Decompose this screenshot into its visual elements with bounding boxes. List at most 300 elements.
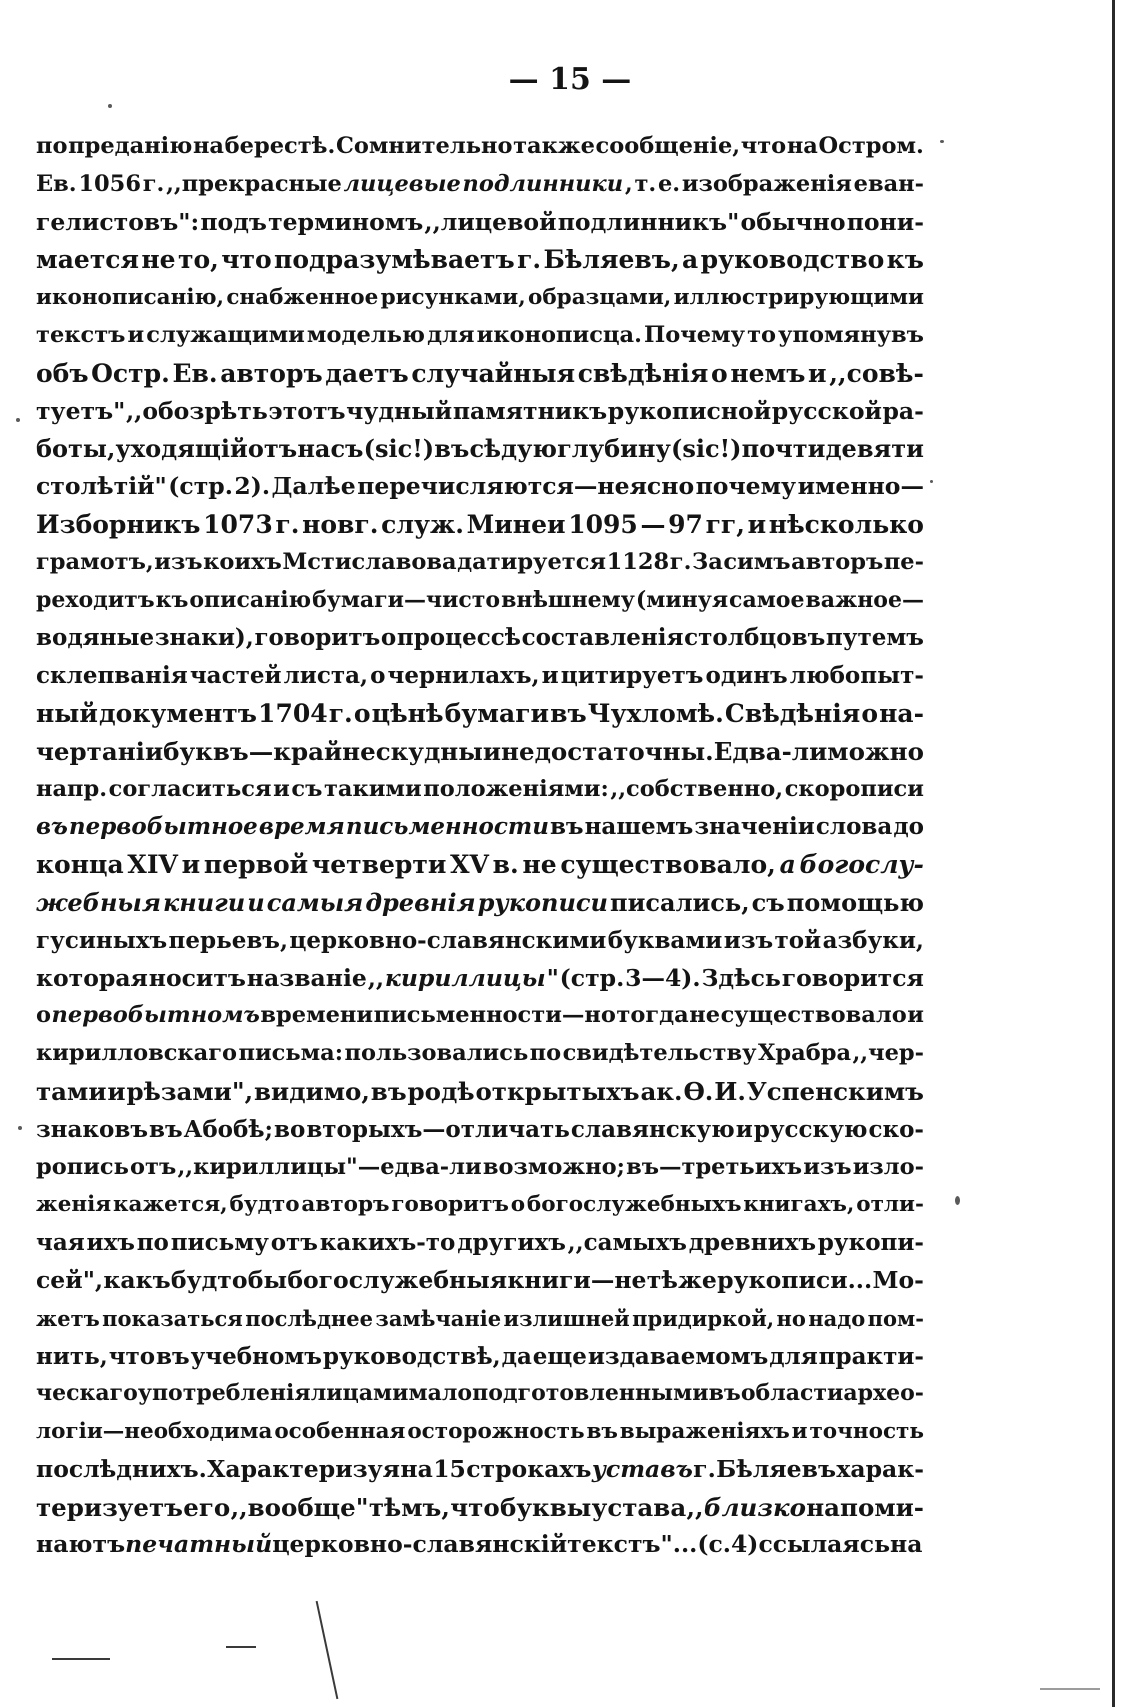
word: Абобѣ; bbox=[183, 1115, 274, 1143]
word: Успенскимъ bbox=[746, 1076, 924, 1106]
word: наютъ bbox=[36, 1530, 126, 1559]
word: кажется, bbox=[113, 1192, 228, 1218]
word: отъ bbox=[270, 1229, 318, 1257]
text-line bbox=[36, 619, 924, 657]
text-line bbox=[36, 846, 924, 884]
word: церковно-славянскій bbox=[272, 1530, 568, 1559]
word: буквъ bbox=[163, 736, 249, 766]
word: г. bbox=[275, 509, 300, 539]
word: еван- bbox=[853, 170, 924, 197]
word: , bbox=[624, 170, 633, 197]
text-line bbox=[36, 1073, 924, 1111]
word: путемъ bbox=[825, 624, 924, 652]
word: перьевъ, bbox=[168, 926, 288, 954]
text-line bbox=[36, 1300, 924, 1338]
italic-word: первобытномъ bbox=[51, 1002, 260, 1029]
word: о bbox=[36, 1002, 52, 1029]
page-number: — 15 — bbox=[508, 62, 632, 97]
word: съ bbox=[291, 775, 323, 802]
word: изъ bbox=[723, 926, 774, 954]
word: г. bbox=[517, 245, 542, 275]
text-line bbox=[36, 1111, 924, 1149]
italic-word: печатный bbox=[125, 1530, 273, 1559]
text-line bbox=[36, 1413, 924, 1451]
word: и bbox=[541, 662, 559, 690]
word: рукописной bbox=[607, 396, 772, 425]
word: да bbox=[501, 1342, 532, 1370]
text-line bbox=[36, 582, 924, 620]
word: ,,прекрасные bbox=[166, 170, 342, 197]
word: съ bbox=[751, 887, 785, 917]
word: 1128 bbox=[606, 548, 670, 575]
word: родѣ bbox=[407, 1076, 475, 1106]
word: текстъ"... bbox=[567, 1530, 698, 1559]
word: помощью bbox=[786, 887, 924, 917]
word: (sic!) bbox=[670, 434, 742, 464]
text-line bbox=[36, 430, 924, 468]
word: изображенія bbox=[681, 170, 852, 197]
word: харак- bbox=[836, 1454, 924, 1483]
scan-speck bbox=[955, 1196, 960, 1205]
word: жетъ bbox=[36, 1305, 100, 1331]
word: снабженное bbox=[226, 285, 379, 311]
word: иконописца. bbox=[476, 321, 642, 348]
word: и bbox=[127, 321, 145, 348]
word: ческаго bbox=[36, 1380, 138, 1407]
word: цитируетъ bbox=[560, 662, 704, 690]
word: же bbox=[678, 1265, 717, 1294]
word: и bbox=[273, 775, 290, 802]
word: документъ bbox=[98, 698, 257, 728]
word: случайныя bbox=[411, 358, 576, 388]
word: женія bbox=[36, 1192, 112, 1218]
word: этотъ bbox=[268, 396, 346, 425]
scan-mark bbox=[316, 1601, 339, 1699]
word: г. bbox=[669, 548, 692, 575]
word: гелистовъ": bbox=[36, 207, 200, 236]
italic-word: письменности bbox=[345, 813, 549, 841]
text-line bbox=[36, 128, 924, 166]
word: времени bbox=[260, 1002, 374, 1029]
word: XV bbox=[450, 850, 489, 880]
word: и bbox=[181, 850, 201, 880]
italic-word: жебныя bbox=[36, 887, 161, 917]
word: служащими bbox=[146, 321, 305, 348]
word: авторъ bbox=[220, 358, 323, 388]
text-line bbox=[36, 166, 924, 204]
word: для bbox=[769, 1342, 818, 1370]
word: славянскую bbox=[570, 1115, 735, 1143]
word: что bbox=[108, 1342, 156, 1370]
word: ско- bbox=[868, 1115, 924, 1143]
italic-word: первобытное bbox=[68, 813, 258, 841]
text-line bbox=[36, 1186, 924, 1224]
word: Ев. bbox=[172, 358, 218, 388]
word: служ. bbox=[381, 509, 464, 539]
word: четверти bbox=[311, 850, 447, 880]
word: изъ bbox=[154, 548, 203, 575]
word: для bbox=[427, 321, 475, 348]
word: (стр. bbox=[168, 472, 233, 501]
text-line bbox=[36, 1149, 924, 1187]
text-line bbox=[36, 204, 924, 242]
word: ,,кириллицы"—едва-ли bbox=[177, 1153, 482, 1180]
word: на- bbox=[879, 698, 924, 728]
word: учебномъ bbox=[190, 1342, 322, 1370]
word: и bbox=[482, 736, 502, 766]
word: " bbox=[546, 963, 559, 992]
text-line bbox=[36, 355, 924, 393]
italic-word: лицевые bbox=[343, 170, 461, 197]
word: излишней bbox=[503, 1305, 630, 1331]
italic-word: время bbox=[258, 813, 345, 841]
word: о bbox=[370, 662, 386, 690]
word: послѣднее bbox=[245, 1305, 374, 1331]
word: столѣтій" bbox=[36, 472, 167, 501]
word: до bbox=[893, 813, 924, 841]
word: пом- bbox=[867, 1305, 924, 1331]
word: ,,лицевой bbox=[424, 207, 557, 236]
word: столбцовъ bbox=[684, 624, 826, 652]
italic-word: самыя bbox=[266, 887, 364, 917]
word: рисунками, bbox=[380, 285, 526, 311]
word: сѣдую bbox=[469, 434, 557, 464]
word: употребленія bbox=[137, 1380, 311, 1407]
word: Изборникъ bbox=[36, 509, 201, 539]
word: ра- bbox=[882, 396, 924, 425]
word: описанію bbox=[189, 586, 312, 613]
word: немъ bbox=[730, 358, 806, 388]
text-line bbox=[36, 468, 924, 506]
word: скудны bbox=[375, 736, 483, 766]
text-line bbox=[36, 771, 924, 809]
word: особенная bbox=[274, 1419, 406, 1445]
word: въ bbox=[370, 1076, 407, 1106]
italic-word: уставъ bbox=[591, 1454, 693, 1483]
word: Минеи bbox=[466, 509, 566, 539]
word: нить, bbox=[36, 1342, 108, 1370]
word: значеніи bbox=[694, 813, 815, 841]
word: древнихъ bbox=[688, 1229, 816, 1257]
word: и bbox=[808, 358, 827, 388]
word: не bbox=[689, 1002, 721, 1029]
word: мается bbox=[36, 245, 140, 275]
word: (стр. bbox=[559, 963, 625, 992]
word: ,, bbox=[367, 963, 385, 992]
word: и bbox=[791, 1419, 808, 1445]
word: руководствѣ, bbox=[322, 1342, 501, 1370]
word: конца bbox=[36, 850, 124, 880]
word: рукопи- bbox=[817, 1229, 924, 1257]
word: по bbox=[136, 1229, 169, 1257]
word: въ bbox=[549, 813, 584, 841]
word: свидѣтельству bbox=[562, 1040, 757, 1067]
word: въ bbox=[148, 1115, 183, 1143]
word: о bbox=[380, 624, 397, 652]
word: подъ bbox=[200, 207, 267, 236]
word: говоритъ bbox=[391, 1192, 509, 1218]
word: авторъ bbox=[301, 1192, 390, 1218]
word: водяные bbox=[36, 624, 155, 652]
word: въ bbox=[708, 1380, 741, 1407]
word: подразумѣваетъ bbox=[274, 245, 515, 275]
word: не bbox=[141, 245, 176, 275]
word: бумаги—чисто bbox=[312, 586, 501, 613]
text-line bbox=[36, 241, 924, 279]
word: составленія bbox=[521, 624, 684, 652]
word: русскую bbox=[753, 1115, 868, 1143]
word: грамотъ, bbox=[36, 548, 154, 575]
word: Храбра bbox=[757, 1040, 852, 1067]
italic-word: и bbox=[247, 887, 265, 917]
word: частей bbox=[189, 662, 282, 690]
word: отъ bbox=[247, 434, 298, 464]
word: е. bbox=[657, 170, 681, 197]
word: цѣнѣ bbox=[371, 698, 444, 728]
word: берестѣ. bbox=[224, 133, 336, 159]
word: къ bbox=[886, 245, 924, 275]
word: крайне bbox=[273, 736, 376, 766]
word: издаваемомъ bbox=[587, 1342, 769, 1370]
word: логіи—необходима bbox=[36, 1419, 273, 1445]
word: скорописи bbox=[784, 775, 924, 802]
text-line bbox=[36, 695, 924, 733]
word: существовало, bbox=[560, 850, 776, 880]
word: лицами bbox=[310, 1380, 409, 1407]
word: 1095 bbox=[568, 509, 638, 539]
word: но bbox=[776, 1305, 806, 1331]
word: внѣшнему bbox=[501, 586, 635, 613]
word: выраженіяхъ bbox=[619, 1419, 790, 1445]
word: новг. bbox=[302, 509, 379, 539]
word: сей", bbox=[36, 1265, 104, 1294]
italic-word: подлинники bbox=[462, 170, 624, 197]
word: обычно bbox=[740, 207, 846, 236]
word: чудный bbox=[346, 396, 453, 425]
word: гг, bbox=[705, 509, 745, 539]
word: 3—4). bbox=[625, 963, 701, 992]
word: г. bbox=[693, 1454, 716, 1483]
word: къ bbox=[155, 586, 189, 613]
italic-word: древнія bbox=[365, 887, 476, 917]
text-line bbox=[36, 506, 924, 544]
word: любопыт- bbox=[789, 662, 924, 690]
word: напоми- bbox=[806, 1492, 924, 1522]
word: коихъ bbox=[203, 548, 282, 575]
word: руководство bbox=[700, 245, 885, 275]
word: бы bbox=[247, 1265, 288, 1294]
word: что bbox=[221, 245, 272, 275]
scan-speck bbox=[108, 104, 112, 108]
word: о bbox=[510, 1192, 526, 1218]
word: 15 bbox=[433, 1454, 466, 1483]
word: будто bbox=[229, 1192, 300, 1218]
italic-word: близко bbox=[703, 1492, 806, 1522]
text-line bbox=[36, 1224, 924, 1262]
word: той bbox=[774, 926, 822, 954]
word: тѣ bbox=[646, 1265, 678, 1294]
word: замѣчаніе bbox=[375, 1305, 502, 1331]
word: 1073 bbox=[203, 509, 273, 539]
word: Чухломѣ. bbox=[587, 698, 724, 728]
text-line bbox=[36, 393, 924, 431]
italic-word: богослу- bbox=[799, 850, 924, 880]
word: надо bbox=[808, 1305, 866, 1331]
word: теризуетъ bbox=[36, 1492, 183, 1522]
word: которая bbox=[36, 963, 148, 992]
word: ,,чер- bbox=[852, 1040, 924, 1067]
word: напр. bbox=[36, 775, 108, 802]
word: рукописи... bbox=[717, 1265, 873, 1294]
word: боты, bbox=[36, 434, 116, 464]
word: отъ bbox=[130, 1153, 177, 1180]
word: и bbox=[735, 1115, 753, 1143]
word: можно bbox=[827, 736, 924, 766]
word: то, bbox=[177, 245, 219, 275]
scan-mark bbox=[1040, 1688, 1100, 1690]
word: богослужебныя bbox=[287, 1265, 508, 1294]
word: знаки), bbox=[154, 624, 254, 652]
scan-speck bbox=[940, 140, 944, 143]
scan-mark bbox=[52, 1658, 110, 1660]
word: о bbox=[353, 698, 371, 728]
word: процессѣ bbox=[396, 624, 521, 652]
word: в. bbox=[492, 850, 519, 880]
word: Остр. bbox=[91, 358, 170, 388]
word: ный bbox=[36, 698, 98, 728]
text-line bbox=[36, 1526, 924, 1564]
word: осторожность bbox=[407, 1419, 585, 1445]
italic-word: а bbox=[779, 850, 796, 880]
word: церковно-славянскими bbox=[289, 926, 607, 954]
word: во bbox=[274, 1115, 306, 1143]
word: письменности—но bbox=[373, 1002, 616, 1029]
word: письму bbox=[170, 1229, 269, 1257]
word: г. bbox=[142, 170, 165, 197]
word: туетъ" bbox=[36, 396, 126, 425]
word: точность bbox=[809, 1419, 924, 1445]
word: кирилловскаго bbox=[36, 1040, 238, 1067]
italic-word: рукописи bbox=[477, 887, 608, 917]
word: — bbox=[248, 736, 274, 766]
word: и bbox=[747, 509, 767, 539]
word: на bbox=[890, 1530, 923, 1559]
word: строкахъ bbox=[466, 1454, 592, 1483]
word: тѣмъ, bbox=[368, 1492, 450, 1522]
word: свѣдѣнія bbox=[577, 358, 709, 388]
word: показаться bbox=[102, 1305, 243, 1331]
word: письма: bbox=[238, 1040, 344, 1067]
word: какъ bbox=[103, 1265, 171, 1294]
word: именно— bbox=[797, 472, 924, 501]
word: отли- bbox=[856, 1192, 924, 1218]
word: слова bbox=[815, 813, 893, 841]
word: богослужебныхъ bbox=[526, 1192, 742, 1218]
word: нашемъ bbox=[584, 813, 694, 841]
word: говорится bbox=[781, 963, 924, 992]
word: будто bbox=[170, 1265, 248, 1294]
text-line bbox=[36, 317, 924, 355]
word: недостаточны. bbox=[501, 736, 714, 766]
word: послѣднихъ. bbox=[36, 1454, 207, 1483]
word: Бѣляевъ bbox=[716, 1454, 836, 1483]
word: нѣсколько bbox=[768, 509, 924, 539]
word: изъ bbox=[803, 1153, 852, 1180]
word: листа, bbox=[283, 662, 369, 690]
word: ,,вообще" bbox=[230, 1492, 369, 1522]
word: еще bbox=[532, 1342, 587, 1370]
word: 97 bbox=[668, 509, 703, 539]
word: открытыхъ bbox=[475, 1076, 640, 1106]
word: ,,обозрѣть bbox=[125, 396, 268, 425]
word: буквами bbox=[607, 926, 723, 954]
word: что bbox=[740, 133, 787, 159]
word: даетъ bbox=[325, 358, 409, 388]
word: а bbox=[682, 245, 699, 275]
word: 4) bbox=[730, 1530, 759, 1559]
word: насъ bbox=[297, 434, 364, 464]
word: тогда bbox=[616, 1002, 689, 1029]
text-line bbox=[36, 922, 924, 960]
word: авторъ bbox=[791, 548, 884, 575]
word: такими bbox=[323, 775, 422, 802]
word: вторыхъ—отличать bbox=[306, 1115, 570, 1143]
word: книгахъ, bbox=[743, 1192, 855, 1218]
word: области bbox=[740, 1380, 844, 1407]
word: о bbox=[711, 358, 728, 388]
word: реходитъ bbox=[36, 586, 155, 613]
word: самое bbox=[729, 586, 805, 613]
word: придиркой, bbox=[632, 1305, 775, 1331]
word: въ—третьихъ bbox=[626, 1153, 803, 1180]
word: возможно; bbox=[482, 1153, 625, 1180]
italic-word: книги bbox=[163, 887, 246, 917]
word: изло- bbox=[852, 1153, 924, 1180]
word: книги—не bbox=[507, 1265, 647, 1294]
word: также bbox=[513, 133, 595, 159]
word: ,,собственно, bbox=[610, 775, 784, 802]
word: 2). bbox=[234, 472, 271, 501]
word: что bbox=[450, 1492, 500, 1522]
word: на bbox=[786, 133, 818, 159]
text-line bbox=[36, 279, 924, 317]
word: буквы bbox=[500, 1492, 592, 1522]
text-line bbox=[36, 997, 924, 1035]
word: носитъ bbox=[148, 963, 246, 992]
word: Остром. bbox=[818, 133, 924, 159]
word: перечисляются—неясно bbox=[357, 472, 695, 501]
text-line bbox=[36, 960, 924, 998]
word: на bbox=[192, 133, 225, 159]
word: моделью bbox=[306, 321, 425, 348]
word: ,,самыхъ bbox=[567, 1229, 687, 1257]
word: терминомъ bbox=[268, 207, 424, 236]
word: въ bbox=[156, 1342, 190, 1370]
page-edge-rule bbox=[1112, 0, 1115, 1707]
word: согласиться bbox=[108, 775, 272, 802]
text-line bbox=[36, 1451, 924, 1489]
word: Ѳ. bbox=[683, 1076, 714, 1106]
word: по bbox=[529, 1040, 562, 1067]
word: ,,совѣ- bbox=[829, 358, 924, 388]
word: ихъ bbox=[86, 1229, 135, 1257]
italic-word: кириллицы bbox=[384, 963, 546, 992]
text-line bbox=[36, 808, 924, 846]
word: писались, bbox=[610, 887, 750, 917]
word: иконописанію, bbox=[36, 285, 225, 311]
word: упомянувъ bbox=[778, 321, 924, 348]
text-line bbox=[36, 1375, 924, 1413]
